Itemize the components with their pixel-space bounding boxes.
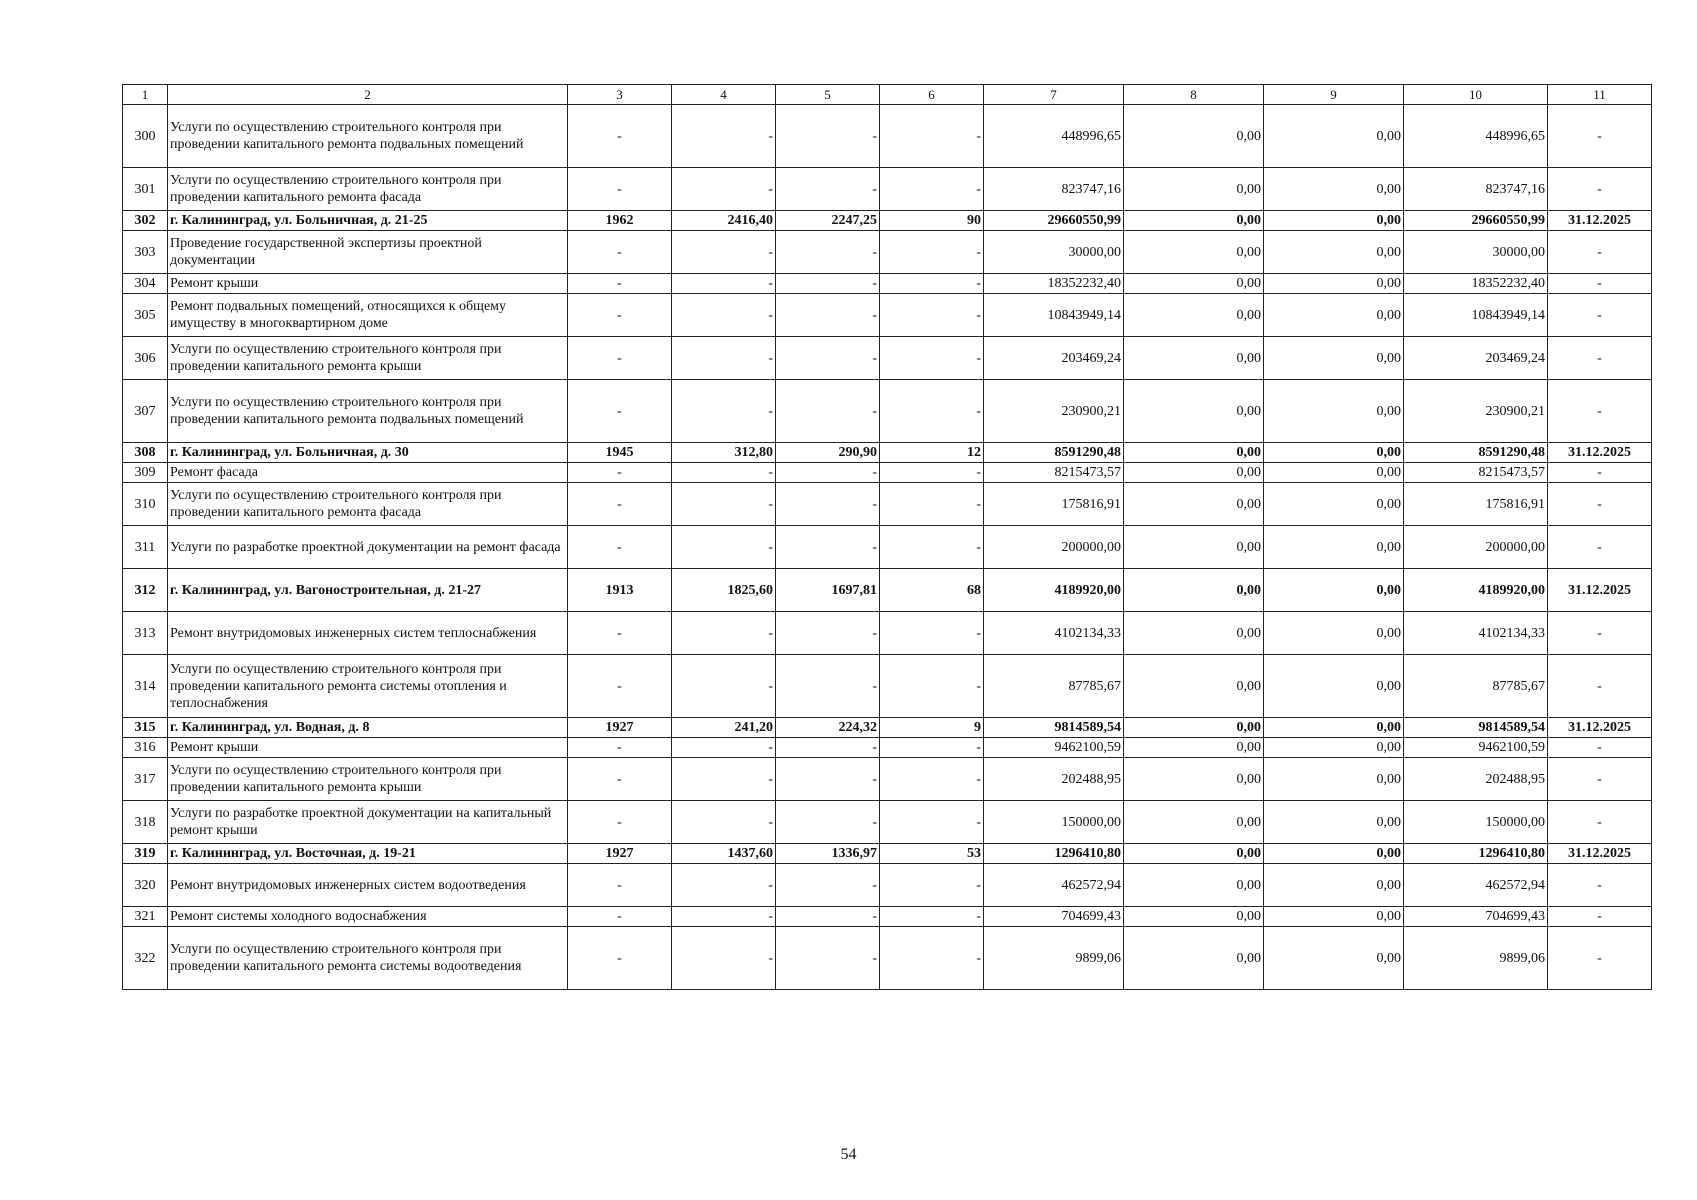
row-number: 311 [123, 526, 168, 569]
build-year-cell: 1927 [568, 844, 672, 864]
build-year-cell: - [568, 612, 672, 655]
living-area-cell: - [776, 337, 880, 380]
row-number: 300 [123, 105, 168, 168]
federal-funds-cell: 0,00 [1124, 483, 1264, 526]
residents-cell: - [880, 758, 984, 801]
living-area-cell: 1697,81 [776, 569, 880, 612]
owner-funds-cell: 230900,21 [1404, 380, 1548, 443]
residents-cell: - [880, 168, 984, 211]
regional-funds-cell: 0,00 [1264, 526, 1404, 569]
owner-funds-cell: 823747,16 [1404, 168, 1548, 211]
living-area-cell: - [776, 463, 880, 483]
build-year-cell: - [568, 105, 672, 168]
row-number: 321 [123, 907, 168, 927]
table-row [123, 526, 1652, 569]
federal-funds-cell: 0,00 [1124, 463, 1264, 483]
completion-date-cell: - [1548, 294, 1652, 337]
federal-funds-cell: 0,00 [1124, 655, 1264, 718]
total-cost-cell: 8591290,48 [984, 443, 1124, 463]
total-cost-cell: 704699,43 [984, 907, 1124, 927]
owner-funds-cell: 9462100,59 [1404, 738, 1548, 758]
residents-cell: 9 [880, 718, 984, 738]
completion-date-cell: - [1548, 907, 1652, 927]
row-number: 317 [123, 758, 168, 801]
living-area-cell: - [776, 655, 880, 718]
total-area-cell: - [672, 927, 776, 990]
total-area-cell: - [672, 864, 776, 907]
table-row [123, 463, 1652, 483]
table-row [123, 294, 1652, 337]
total-cost-cell: 9462100,59 [984, 738, 1124, 758]
regional-funds-cell: 0,00 [1264, 337, 1404, 380]
federal-funds-cell: 0,00 [1124, 569, 1264, 612]
row-number: 313 [123, 612, 168, 655]
row-description: Услуги по осуществлению строительного контроля при проведении капитального ремонта подвальных помещений [168, 380, 568, 443]
completion-date-cell: - [1548, 801, 1652, 844]
column-header: 2 [168, 85, 568, 105]
regional-funds-cell: 0,00 [1264, 758, 1404, 801]
completion-date-cell: 31.12.2025 [1548, 718, 1652, 738]
residents-cell: - [880, 294, 984, 337]
build-year-cell: 1913 [568, 569, 672, 612]
row-number: 308 [123, 443, 168, 463]
regional-funds-cell: 0,00 [1264, 569, 1404, 612]
federal-funds-cell: 0,00 [1124, 105, 1264, 168]
row-description: Услуги по осуществлению строительного контроля при проведении капитального ремонта системы водоотведения [168, 927, 568, 990]
federal-funds-cell: 0,00 [1124, 801, 1264, 844]
table-row [123, 718, 1652, 738]
residents-cell: 53 [880, 844, 984, 864]
regional-funds-cell: 0,00 [1264, 231, 1404, 274]
row-number: 310 [123, 483, 168, 526]
total-area-cell: 1437,60 [672, 844, 776, 864]
page-number: 54 [840, 1146, 857, 1163]
build-year-cell: - [568, 655, 672, 718]
total-cost-cell: 1296410,80 [984, 844, 1124, 864]
build-year-cell: - [568, 231, 672, 274]
row-number: 309 [123, 463, 168, 483]
build-year-cell: - [568, 168, 672, 211]
total-cost-cell: 10843949,14 [984, 294, 1124, 337]
row-description: Ремонт внутридомовых инженерных систем теплоснабжения [168, 612, 568, 655]
residents-cell: - [880, 864, 984, 907]
federal-funds-cell: 0,00 [1124, 844, 1264, 864]
regional-funds-cell: 0,00 [1264, 294, 1404, 337]
federal-funds-cell: 0,00 [1124, 380, 1264, 443]
row-description: Услуги по осуществлению строительного контроля при проведении капитального ремонта фасада [168, 483, 568, 526]
residents-cell: - [880, 655, 984, 718]
living-area-cell: - [776, 864, 880, 907]
living-area-cell: 2247,25 [776, 211, 880, 231]
federal-funds-cell: 0,00 [1124, 612, 1264, 655]
regional-funds-cell: 0,00 [1264, 864, 1404, 907]
owner-funds-cell: 10843949,14 [1404, 294, 1548, 337]
living-area-cell: - [776, 801, 880, 844]
build-year-cell: - [568, 758, 672, 801]
column-header: 11 [1548, 85, 1652, 105]
total-area-cell: 2416,40 [672, 211, 776, 231]
table-body [123, 105, 1652, 990]
table-row [123, 211, 1652, 231]
regional-funds-cell: 0,00 [1264, 443, 1404, 463]
total-cost-cell: 87785,67 [984, 655, 1124, 718]
row-description: Ремонт фасада [168, 463, 568, 483]
residents-cell: 68 [880, 569, 984, 612]
build-year-cell: 1945 [568, 443, 672, 463]
row-number: 312 [123, 569, 168, 612]
owner-funds-cell: 203469,24 [1404, 337, 1548, 380]
completion-date-cell: - [1548, 927, 1652, 990]
row-number: 303 [123, 231, 168, 274]
residents-cell: - [880, 380, 984, 443]
completion-date-cell: 31.12.2025 [1548, 211, 1652, 231]
owner-funds-cell: 462572,94 [1404, 864, 1548, 907]
total-cost-cell: 175816,91 [984, 483, 1124, 526]
total-cost-cell: 150000,00 [984, 801, 1124, 844]
row-description: Проведение государственной экспертизы проектной документации [168, 231, 568, 274]
completion-date-cell: - [1548, 483, 1652, 526]
completion-date-cell: 31.12.2025 [1548, 844, 1652, 864]
regional-funds-cell: 0,00 [1264, 483, 1404, 526]
regional-funds-cell: 0,00 [1264, 612, 1404, 655]
living-area-cell: - [776, 231, 880, 274]
row-description: Ремонт крыши [168, 738, 568, 758]
row-number: 304 [123, 274, 168, 294]
row-number: 315 [123, 718, 168, 738]
living-area-cell: - [776, 105, 880, 168]
total-cost-cell: 4189920,00 [984, 569, 1124, 612]
owner-funds-cell: 8591290,48 [1404, 443, 1548, 463]
residents-cell: - [880, 927, 984, 990]
column-header: 10 [1404, 85, 1548, 105]
column-header: 5 [776, 85, 880, 105]
total-area-cell: - [672, 758, 776, 801]
completion-date-cell: - [1548, 105, 1652, 168]
total-area-cell: - [672, 463, 776, 483]
residents-cell: - [880, 463, 984, 483]
federal-funds-cell: 0,00 [1124, 738, 1264, 758]
column-header: 6 [880, 85, 984, 105]
living-area-cell: - [776, 927, 880, 990]
residents-cell: - [880, 801, 984, 844]
total-area-cell: - [672, 337, 776, 380]
residents-cell: - [880, 612, 984, 655]
table-row [123, 907, 1652, 927]
residents-cell: - [880, 526, 984, 569]
column-header: 3 [568, 85, 672, 105]
total-area-cell: 241,20 [672, 718, 776, 738]
table-row [123, 758, 1652, 801]
living-area-cell: - [776, 168, 880, 211]
table-row [123, 655, 1652, 718]
regional-funds-cell: 0,00 [1264, 168, 1404, 211]
build-year-cell: 1962 [568, 211, 672, 231]
completion-date-cell: - [1548, 738, 1652, 758]
federal-funds-cell: 0,00 [1124, 758, 1264, 801]
regional-funds-cell: 0,00 [1264, 105, 1404, 168]
residents-cell: - [880, 907, 984, 927]
federal-funds-cell: 0,00 [1124, 294, 1264, 337]
federal-funds-cell: 0,00 [1124, 927, 1264, 990]
total-area-cell: - [672, 168, 776, 211]
completion-date-cell: 31.12.2025 [1548, 569, 1652, 612]
row-description: Услуги по осуществлению строительного контроля при проведении капитального ремонта системы отопления и теплоснабжения [168, 655, 568, 718]
row-description: Ремонт крыши [168, 274, 568, 294]
federal-funds-cell: 0,00 [1124, 526, 1264, 569]
total-area-cell: - [672, 483, 776, 526]
completion-date-cell: - [1548, 463, 1652, 483]
owner-funds-cell: 448996,65 [1404, 105, 1548, 168]
living-area-cell: - [776, 380, 880, 443]
row-number: 316 [123, 738, 168, 758]
completion-date-cell: - [1548, 231, 1652, 274]
owner-funds-cell: 704699,43 [1404, 907, 1548, 927]
column-header: 4 [672, 85, 776, 105]
living-area-cell: - [776, 274, 880, 294]
total-cost-cell: 202488,95 [984, 758, 1124, 801]
row-description: г. Калининград, ул. Вагоностроительная, д. 21-27 [168, 569, 568, 612]
total-cost-cell: 9814589,54 [984, 718, 1124, 738]
total-area-cell: - [672, 231, 776, 274]
total-area-cell: - [672, 274, 776, 294]
living-area-cell: 224,32 [776, 718, 880, 738]
repair-program-table [122, 84, 1652, 990]
build-year-cell: - [568, 738, 672, 758]
total-area-cell: - [672, 612, 776, 655]
row-number: 305 [123, 294, 168, 337]
table-row [123, 864, 1652, 907]
build-year-cell: 1927 [568, 718, 672, 738]
table-row [123, 380, 1652, 443]
residents-cell: - [880, 274, 984, 294]
owner-funds-cell: 8215473,57 [1404, 463, 1548, 483]
table-row [123, 337, 1652, 380]
completion-date-cell: - [1548, 274, 1652, 294]
owner-funds-cell: 9899,06 [1404, 927, 1548, 990]
total-cost-cell: 9899,06 [984, 927, 1124, 990]
federal-funds-cell: 0,00 [1124, 211, 1264, 231]
row-number: 318 [123, 801, 168, 844]
table-row [123, 927, 1652, 990]
owner-funds-cell: 200000,00 [1404, 526, 1548, 569]
owner-funds-cell: 202488,95 [1404, 758, 1548, 801]
row-description: Услуги по осуществлению строительного контроля при проведении капитального ремонта подвальных помещений [168, 105, 568, 168]
build-year-cell: - [568, 526, 672, 569]
total-cost-cell: 4102134,33 [984, 612, 1124, 655]
row-description: Услуги по осуществлению строительного контроля при проведении капитального ремонта фасада [168, 168, 568, 211]
federal-funds-cell: 0,00 [1124, 864, 1264, 907]
total-cost-cell: 29660550,99 [984, 211, 1124, 231]
total-cost-cell: 203469,24 [984, 337, 1124, 380]
completion-date-cell: - [1548, 864, 1652, 907]
owner-funds-cell: 1296410,80 [1404, 844, 1548, 864]
build-year-cell: - [568, 274, 672, 294]
residents-cell: - [880, 231, 984, 274]
row-description: Услуги по разработке проектной документации на капитальный ремонт крыши [168, 801, 568, 844]
regional-funds-cell: 0,00 [1264, 844, 1404, 864]
owner-funds-cell: 4189920,00 [1404, 569, 1548, 612]
owner-funds-cell: 30000,00 [1404, 231, 1548, 274]
total-cost-cell: 200000,00 [984, 526, 1124, 569]
federal-funds-cell: 0,00 [1124, 274, 1264, 294]
total-area-cell: - [672, 738, 776, 758]
total-cost-cell: 230900,21 [984, 380, 1124, 443]
federal-funds-cell: 0,00 [1124, 168, 1264, 211]
build-year-cell: - [568, 380, 672, 443]
owner-funds-cell: 150000,00 [1404, 801, 1548, 844]
regional-funds-cell: 0,00 [1264, 380, 1404, 443]
living-area-cell: 290,90 [776, 443, 880, 463]
total-area-cell: - [672, 380, 776, 443]
row-description: Ремонт системы холодного водоснабжения [168, 907, 568, 927]
build-year-cell: - [568, 864, 672, 907]
completion-date-cell: - [1548, 337, 1652, 380]
regional-funds-cell: 0,00 [1264, 274, 1404, 294]
build-year-cell: - [568, 463, 672, 483]
column-header: 1 [123, 85, 168, 105]
living-area-cell: - [776, 483, 880, 526]
table-row [123, 168, 1652, 211]
column-header: 7 [984, 85, 1124, 105]
row-number: 302 [123, 211, 168, 231]
column-header: 9 [1264, 85, 1404, 105]
regional-funds-cell: 0,00 [1264, 463, 1404, 483]
column-number-row [123, 85, 1652, 105]
owner-funds-cell: 4102134,33 [1404, 612, 1548, 655]
living-area-cell: - [776, 294, 880, 337]
table-row [123, 105, 1652, 168]
owner-funds-cell: 29660550,99 [1404, 211, 1548, 231]
completion-date-cell: - [1548, 168, 1652, 211]
build-year-cell: - [568, 483, 672, 526]
build-year-cell: - [568, 927, 672, 990]
total-area-cell: - [672, 526, 776, 569]
table-row [123, 231, 1652, 274]
table-row [123, 612, 1652, 655]
build-year-cell: - [568, 294, 672, 337]
regional-funds-cell: 0,00 [1264, 655, 1404, 718]
table-row [123, 801, 1652, 844]
living-area-cell: - [776, 907, 880, 927]
federal-funds-cell: 0,00 [1124, 718, 1264, 738]
row-number: 306 [123, 337, 168, 380]
residents-cell: - [880, 738, 984, 758]
total-area-cell: - [672, 655, 776, 718]
table-row [123, 443, 1652, 463]
residents-cell: 12 [880, 443, 984, 463]
residents-cell: - [880, 483, 984, 526]
regional-funds-cell: 0,00 [1264, 801, 1404, 844]
living-area-cell: 1336,97 [776, 844, 880, 864]
total-area-cell: 1825,60 [672, 569, 776, 612]
row-number: 319 [123, 844, 168, 864]
regional-funds-cell: 0,00 [1264, 907, 1404, 927]
row-description: Услуги по осуществлению строительного контроля при проведении капитального ремонта крыши [168, 337, 568, 380]
owner-funds-cell: 175816,91 [1404, 483, 1548, 526]
regional-funds-cell: 0,00 [1264, 738, 1404, 758]
regional-funds-cell: 0,00 [1264, 718, 1404, 738]
row-description: г. Калининград, ул. Больничная, д. 30 [168, 443, 568, 463]
total-cost-cell: 823747,16 [984, 168, 1124, 211]
regional-funds-cell: 0,00 [1264, 211, 1404, 231]
total-cost-cell: 18352232,40 [984, 274, 1124, 294]
total-cost-cell: 462572,94 [984, 864, 1124, 907]
build-year-cell: - [568, 337, 672, 380]
row-number: 307 [123, 380, 168, 443]
residents-cell: - [880, 337, 984, 380]
total-area-cell: 312,80 [672, 443, 776, 463]
completion-date-cell: - [1548, 655, 1652, 718]
total-cost-cell: 30000,00 [984, 231, 1124, 274]
row-number: 322 [123, 927, 168, 990]
residents-cell: - [880, 105, 984, 168]
total-area-cell: - [672, 801, 776, 844]
row-description: г. Калининград, ул. Больничная, д. 21-25 [168, 211, 568, 231]
owner-funds-cell: 87785,67 [1404, 655, 1548, 718]
build-year-cell: - [568, 907, 672, 927]
row-description: Услуги по разработке проектной документации на ремонт фасада [168, 526, 568, 569]
owner-funds-cell: 18352232,40 [1404, 274, 1548, 294]
living-area-cell: - [776, 612, 880, 655]
living-area-cell: - [776, 738, 880, 758]
living-area-cell: - [776, 526, 880, 569]
table-row [123, 738, 1652, 758]
table-row [123, 483, 1652, 526]
row-description: Ремонт внутридомовых инженерных систем водоотведения [168, 864, 568, 907]
row-description: Ремонт подвальных помещений, относящихся к общему имуществу в многоквартирном доме [168, 294, 568, 337]
federal-funds-cell: 0,00 [1124, 443, 1264, 463]
completion-date-cell: - [1548, 380, 1652, 443]
row-number: 314 [123, 655, 168, 718]
row-number: 320 [123, 864, 168, 907]
row-number: 301 [123, 168, 168, 211]
row-description: г. Калининград, ул. Восточная, д. 19-21 [168, 844, 568, 864]
row-description: г. Калининград, ул. Водная, д. 8 [168, 718, 568, 738]
completion-date-cell: - [1548, 758, 1652, 801]
completion-date-cell: - [1548, 526, 1652, 569]
living-area-cell: - [776, 758, 880, 801]
residents-cell: 90 [880, 211, 984, 231]
total-cost-cell: 8215473,57 [984, 463, 1124, 483]
owner-funds-cell: 9814589,54 [1404, 718, 1548, 738]
completion-date-cell: 31.12.2025 [1548, 443, 1652, 463]
total-area-cell: - [672, 907, 776, 927]
federal-funds-cell: 0,00 [1124, 337, 1264, 380]
table-row [123, 274, 1652, 294]
column-header: 8 [1124, 85, 1264, 105]
build-year-cell: - [568, 801, 672, 844]
regional-funds-cell: 0,00 [1264, 927, 1404, 990]
row-description: Услуги по осуществлению строительного контроля при проведении капитального ремонта крыши [168, 758, 568, 801]
table-row [123, 844, 1652, 864]
total-area-cell: - [672, 294, 776, 337]
total-area-cell: - [672, 105, 776, 168]
completion-date-cell: - [1548, 612, 1652, 655]
federal-funds-cell: 0,00 [1124, 907, 1264, 927]
table-row [123, 569, 1652, 612]
total-cost-cell: 448996,65 [984, 105, 1124, 168]
federal-funds-cell: 0,00 [1124, 231, 1264, 274]
